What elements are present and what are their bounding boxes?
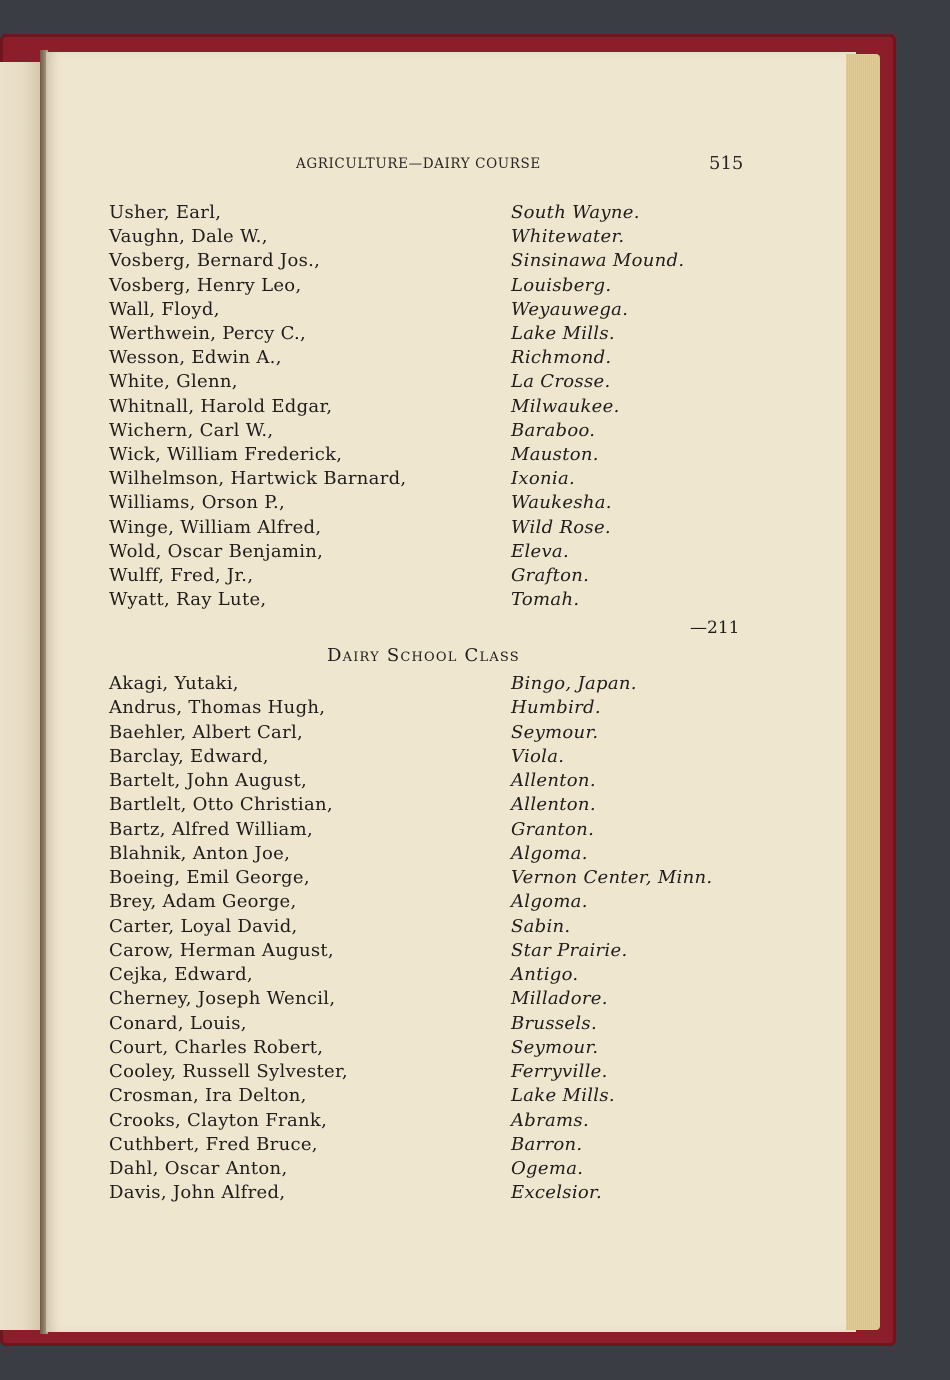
student-name: Andrus, Thomas Hugh, (109, 697, 326, 719)
list-item (0, 323, 950, 347)
student-name: Wyatt, Ray Lute, (109, 589, 267, 611)
list-item (0, 770, 950, 794)
list-item (0, 347, 950, 371)
student-name: Court, Charles Robert, (109, 1036, 324, 1058)
hometown: Barron. (511, 1133, 583, 1155)
list-item (0, 964, 950, 988)
student-name: Akagi, Yutaki, (109, 673, 239, 694)
student-name: Dahl, Oscar Anton, (109, 1158, 288, 1179)
student-name: Cooley, Russell Sylvester, (109, 1061, 348, 1082)
student-name: Cejka, Edward, (109, 964, 253, 985)
list-item (0, 1061, 950, 1085)
hometown: Seymour. (511, 721, 599, 743)
hometown: Ixonia. (511, 468, 576, 490)
list-item (0, 1085, 950, 1109)
list-item (0, 988, 950, 1012)
student-name: Davis, John Alfred, (109, 1182, 286, 1204)
student-name: Winge, William Alfred, (109, 516, 322, 538)
list-item (0, 589, 950, 613)
student-name: Barclay, Edward, (109, 745, 269, 767)
hometown: Sabin. (511, 915, 571, 937)
hometown: Sinsinawa Mound. (511, 250, 685, 272)
hometown: Weyauwega. (511, 298, 629, 320)
list-item (0, 867, 950, 891)
list-item (0, 1013, 950, 1037)
student-name: Vaughn, Dale W., (109, 226, 268, 248)
student-name: Crooks, Clayton Frank, (109, 1109, 328, 1131)
running-head: AGRICULTURE—DAIRY COURSE (296, 156, 541, 172)
student-name: Usher, Earl, (109, 202, 222, 223)
list-item (0, 444, 950, 468)
hometown: Brussels. (511, 1012, 597, 1034)
hometown: Milladore. (511, 988, 608, 1010)
hometown: Excelsior. (511, 1182, 602, 1204)
hometown: Granton. (511, 818, 595, 840)
list-item (0, 843, 950, 867)
list-item (0, 746, 950, 770)
hometown: Baraboo. (511, 419, 596, 441)
list-item (0, 819, 950, 843)
list-item (0, 722, 950, 746)
hometown: La Crosse. (511, 371, 611, 393)
list-item (0, 517, 950, 541)
hometown: Grafton. (511, 565, 590, 586)
hometown: Lake Mills. (511, 1085, 615, 1107)
hometown: Abrams. (511, 1109, 589, 1131)
hometown: Ferryville. (511, 1061, 608, 1082)
student-name: Whitnall, Harold Edgar, (109, 395, 333, 417)
section-heading: Dairy School Class (327, 645, 520, 666)
list-item (0, 371, 950, 395)
student-name: Blahnik, Anton Joe, (109, 842, 291, 864)
list-item (0, 299, 950, 323)
hometown: Humbird. (511, 697, 601, 719)
student-name: Cherney, Joseph Wencil, (109, 988, 336, 1010)
student-name: Crosman, Ira Delton, (109, 1085, 307, 1107)
student-name: Wilhelmson, Hartwick Barnard, (109, 468, 407, 490)
list-item (0, 202, 950, 226)
hometown: Allenton. (511, 794, 596, 816)
list-item (0, 541, 950, 565)
hometown: Louisberg. (511, 274, 612, 296)
list-item (0, 794, 950, 818)
list-item (0, 1182, 950, 1206)
page-number: 515 (709, 153, 744, 174)
student-name: Vosberg, Bernard Jos., (109, 250, 321, 272)
hometown: South Wayne. (511, 202, 640, 223)
student-name: Conard, Louis, (109, 1012, 247, 1034)
hometown: Wild Rose. (511, 516, 611, 538)
student-name: Wichern, Carl W., (109, 419, 274, 441)
list-item (0, 565, 950, 589)
list-item (0, 1037, 950, 1061)
hometown: Lake Mills. (511, 323, 615, 344)
student-name: Carter, Loyal David, (109, 915, 298, 937)
class-total: —211 (690, 618, 740, 638)
hometown: Star Prairie. (511, 939, 628, 961)
hometown: Richmond. (511, 347, 612, 369)
student-name: Boeing, Emil George, (109, 867, 310, 888)
student-name: Wulff, Fred, Jr., (109, 565, 254, 586)
student-name: Wold, Oscar Benjamin, (109, 540, 324, 562)
list-item (0, 420, 950, 444)
student-name: Carow, Herman August, (109, 939, 334, 961)
hometown: Bingo, Japan. (511, 673, 637, 694)
list-item (0, 275, 950, 299)
hometown: Seymour. (511, 1036, 599, 1058)
hometown: Ogema. (511, 1158, 584, 1179)
hometown: Whitewater. (511, 226, 625, 248)
student-name: Bartelt, John August, (109, 770, 308, 791)
list-item (0, 226, 950, 250)
hometown: Algoma. (511, 842, 588, 864)
student-name: Bartlelt, Otto Christian, (109, 794, 333, 816)
list-item (0, 697, 950, 721)
list-item (0, 916, 950, 940)
hometown: Antigo. (511, 964, 579, 985)
student-name: Williams, Orson P., (109, 492, 286, 514)
hometown: Algoma. (511, 891, 588, 913)
student-name: Brey, Adam George, (109, 891, 297, 913)
hometown: Mauston. (511, 444, 599, 465)
hometown: Eleva. (511, 540, 569, 562)
hometown: Waukesha. (511, 492, 612, 514)
list-item (0, 492, 950, 516)
student-name: Baehler, Albert Carl, (109, 721, 304, 743)
hometown: Milwaukee. (511, 395, 620, 417)
student-name: Wesson, Edwin A., (109, 347, 282, 369)
student-name: Wick, William Frederick, (109, 444, 343, 465)
list-item (0, 1134, 950, 1158)
list-item (0, 940, 950, 964)
hometown: Vernon Center, Minn. (511, 867, 713, 888)
student-name: Werthwein, Percy C., (109, 323, 307, 344)
student-name: Wall, Floyd, (109, 298, 220, 320)
list-item (0, 1158, 950, 1182)
hometown: Tomah. (511, 589, 580, 611)
list-item (0, 1110, 950, 1134)
hometown: Viola. (511, 745, 565, 767)
student-name: White, Glenn, (109, 371, 238, 393)
list-item (0, 250, 950, 274)
student-name: Cuthbert, Fred Bruce, (109, 1133, 318, 1155)
list-item (0, 468, 950, 492)
student-name: Vosberg, Henry Leo, (109, 274, 302, 296)
list-item (0, 396, 950, 420)
hometown: Allenton. (511, 770, 596, 791)
list-item (0, 891, 950, 915)
student-name: Bartz, Alfred William, (109, 818, 313, 840)
list-item (0, 673, 950, 697)
